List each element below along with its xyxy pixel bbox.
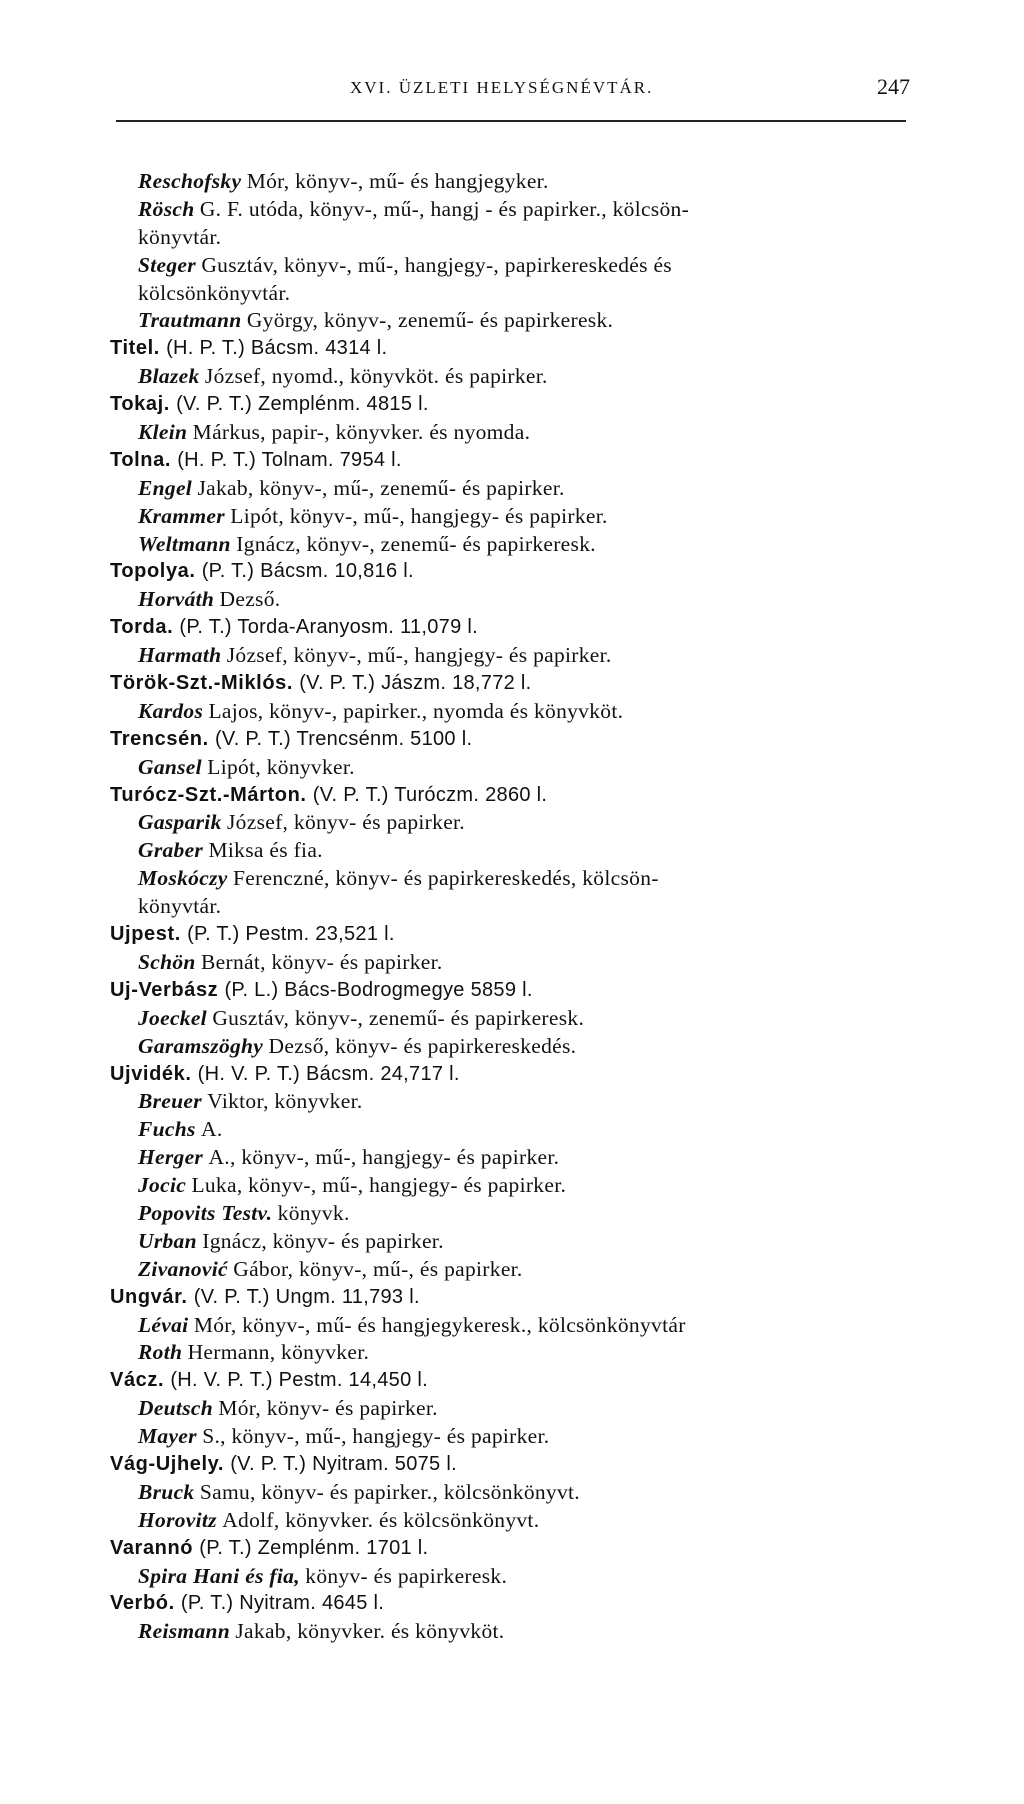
town-details: (V. P. T.) Ungm. 11,793 l.	[193, 1285, 420, 1308]
business-entry	[110, 698, 910, 726]
town-name: Verbó.	[110, 1592, 175, 1615]
town-line	[110, 558, 910, 586]
town-line	[110, 726, 910, 754]
business-name: Klein	[138, 420, 188, 445]
business-entry	[110, 475, 910, 503]
continuation-text: kölcsönkönyvtár.	[138, 280, 291, 305]
town-details: (V. P. T.) Turóczm. 2860 l.	[312, 783, 548, 806]
business-name: Fuchs	[138, 1117, 196, 1142]
business-entry	[110, 949, 910, 977]
business-description: György, könyv-, zenemű- és papirkeresk.	[246, 308, 614, 333]
business-entry	[110, 1228, 910, 1256]
business-name: Popovits Testv.	[138, 1200, 273, 1225]
business-name: Zivanović	[138, 1256, 228, 1281]
entry-continuation	[110, 224, 910, 252]
business-entry	[110, 196, 910, 224]
business-description: Mór, könyv-, mű- és hangjegykeresk., kölcsönkönyvtár	[193, 1312, 686, 1337]
town-details: (V. P. T.) Jászm. 18,772 l.	[299, 672, 532, 695]
town-name: Torda.	[110, 616, 174, 639]
town-details: (P. T.) Torda-Aranyosm. 11,079 l.	[179, 616, 478, 639]
business-entry	[110, 1423, 910, 1451]
business-description: Gábor, könyv-, mű-, és papirker.	[233, 1256, 523, 1281]
business-description: Adolf, könyvker. és kölcsönkönyvt.	[222, 1507, 540, 1532]
business-entry	[110, 1479, 910, 1507]
business-description: S., könyv-, mű-, hangjegy- és papirker.	[202, 1424, 550, 1449]
business-name: Lévai	[138, 1312, 189, 1337]
business-entry	[110, 1144, 910, 1172]
business-name: Moskóczy	[138, 866, 228, 891]
continuation-text: könyvtár.	[138, 224, 222, 249]
business-name: Weltmann	[138, 531, 231, 556]
business-entry	[110, 1618, 910, 1646]
business-entry	[110, 168, 910, 196]
entry-continuation	[110, 893, 910, 921]
business-description: Viktor, könyvker.	[207, 1089, 363, 1114]
town-line	[110, 1284, 910, 1312]
town-details: (P. T.) Pestm. 23,521 l.	[187, 923, 395, 946]
town-details: (P. T.) Zemplénm. 1701 l.	[199, 1536, 429, 1559]
town-line	[110, 335, 910, 363]
town-details: (P. T.) Nyitram. 4645 l.	[180, 1592, 385, 1615]
town-line	[110, 1590, 910, 1618]
business-description: Dezső.	[219, 587, 281, 612]
business-name: Graber	[138, 838, 204, 863]
business-name: Engel	[138, 475, 193, 500]
town-name: Vácz.	[110, 1369, 165, 1392]
business-name: Schön	[138, 949, 196, 974]
business-name: Urban	[138, 1228, 197, 1253]
continuation-text: könyvtár.	[138, 894, 222, 919]
town-details: (P. T.) Bácsm. 10,816 l.	[201, 560, 414, 583]
business-entry	[110, 809, 910, 837]
business-description: könyv- és papirkeresk.	[305, 1563, 508, 1588]
business-name: Gansel	[138, 754, 202, 779]
business-description: Márkus, papir-, könyvker. és nyomda.	[192, 420, 531, 445]
business-name: Krammer	[138, 503, 225, 528]
business-name: Spira Hani és fia,	[138, 1563, 300, 1588]
business-name: Garamszöghy	[138, 1033, 264, 1058]
business-description: Gusztáv, könyv-, mű-, hangjegy-, papirkereskedés és	[201, 252, 672, 277]
town-details: (V. P. T.) Nyitram. 5075 l.	[230, 1452, 457, 1475]
business-entry	[110, 1256, 910, 1284]
business-entry	[110, 363, 910, 391]
business-entry	[110, 1339, 910, 1367]
business-entry	[110, 1395, 910, 1423]
business-entry	[110, 531, 910, 559]
page-header	[120, 66, 910, 106]
business-description: Samu, könyv- és papirker., kölcsönkönyvt.	[199, 1479, 580, 1504]
town-name: Titel.	[110, 337, 160, 360]
business-description: Jakab, könyv-, mű-, zenemű- és papirker.	[197, 475, 565, 500]
business-name: Harmath	[138, 643, 222, 668]
town-details: (H. V. P. T.) Bácsm. 24,717 l.	[197, 1062, 460, 1085]
business-description: Hermann, könyvker.	[187, 1340, 370, 1365]
business-entry	[110, 1005, 910, 1033]
town-details: (H. P. T.) Bácsm. 4314 l.	[166, 337, 388, 360]
town-name: Tokaj.	[110, 393, 170, 416]
business-entry	[110, 1507, 910, 1535]
business-name: Blazek	[138, 364, 200, 389]
business-entry	[110, 503, 910, 531]
business-name: Breuer	[138, 1089, 202, 1114]
header-rule	[116, 120, 906, 122]
running-title: XVI. ÜZLETI HELYSÉGNÉVTÁR.	[350, 78, 654, 97]
town-name: Török-Szt.-Miklós.	[110, 672, 294, 695]
business-name: Reismann	[138, 1619, 231, 1644]
town-line	[110, 1367, 910, 1395]
business-name: Rösch	[138, 196, 195, 221]
business-entry	[110, 307, 910, 335]
business-name: Horváth	[138, 587, 215, 612]
business-entry	[110, 1172, 910, 1200]
town-name: Ungvár.	[110, 1285, 188, 1308]
business-entry	[110, 1088, 910, 1116]
town-line	[110, 391, 910, 419]
town-details: (P. L.) Bács-Bodrogmegye 5859 l.	[224, 978, 533, 1001]
business-description: A.	[201, 1117, 223, 1142]
business-name: Joeckel	[138, 1005, 207, 1030]
business-name: Mayer	[138, 1424, 197, 1449]
town-line	[110, 1451, 910, 1479]
business-name: Reschofsky	[138, 169, 242, 193]
business-name: Steger	[138, 252, 196, 277]
business-entry	[110, 252, 910, 280]
business-name: Horovitz	[138, 1507, 217, 1532]
business-name: Herger	[138, 1145, 204, 1170]
business-name: Kardos	[138, 698, 204, 723]
business-entry	[110, 642, 910, 670]
business-name: Bruck	[138, 1479, 195, 1504]
business-description: Mór, könyv-, mű- és hangjegyker.	[246, 169, 549, 193]
town-line	[110, 447, 910, 475]
business-name: Deutsch	[138, 1396, 213, 1421]
business-description: Bernát, könyv- és papirker.	[201, 949, 443, 974]
town-line	[110, 614, 910, 642]
business-description: Ferenczné, könyv- és papirkereskedés, kölcsön-	[232, 866, 659, 891]
business-entry	[110, 754, 910, 782]
business-entry	[110, 865, 910, 893]
business-description: Lajos, könyv-, papirker., nyomda és könyvköt.	[208, 698, 624, 723]
business-description: Dezső, könyv- és papirkereskedés.	[268, 1033, 577, 1058]
town-name: Trencsén.	[110, 727, 209, 750]
business-description: Ignácz, könyv-, zenemű- és papirkeresk.	[236, 531, 596, 556]
business-description: Mór, könyv- és papirker.	[218, 1396, 438, 1421]
town-name: Turócz-Szt.-Márton.	[110, 783, 307, 806]
town-name: Ujvidék.	[110, 1062, 192, 1085]
entry-continuation	[110, 280, 910, 308]
business-description: Lipót, könyvker.	[207, 754, 355, 779]
business-description: József, könyv- és papirker.	[227, 810, 465, 835]
town-name: Vág-Ujhely.	[110, 1452, 225, 1475]
business-entry	[110, 586, 910, 614]
business-entry	[110, 1563, 910, 1591]
business-description: József, nyomd., könyvköt. és papirker.	[204, 364, 548, 389]
business-description: Gusztáv, könyv-, zenemű- és papirkeresk.	[212, 1005, 585, 1030]
town-line	[110, 782, 910, 810]
business-name: Jocic	[138, 1173, 187, 1198]
business-description: Lipót, könyv-, mű-, hangjegy- és papirker.	[230, 503, 608, 528]
business-entry	[110, 1200, 910, 1228]
page-number: 247	[877, 74, 910, 99]
town-line	[110, 670, 910, 698]
town-name: Uj-Verbász	[110, 978, 219, 1001]
business-entry	[110, 1033, 910, 1061]
business-description: József, könyv-, mű-, hangjegy- és papirker.	[226, 643, 612, 668]
town-name: Topolya.	[110, 560, 196, 583]
business-entry	[110, 837, 910, 865]
business-entry	[110, 1312, 910, 1340]
business-description: G. F. utóda, könyv-, mű-, hangj - és papirker., kölcsön-	[199, 196, 690, 221]
business-name: Gasparik	[138, 810, 222, 835]
business-name: Trautmann	[138, 308, 242, 333]
business-description: Jakab, könyvker. és könyvköt.	[235, 1619, 505, 1644]
town-name: Tolna.	[110, 448, 172, 471]
town-details: (H. P. T.) Tolnam. 7954 l.	[177, 448, 402, 471]
business-description: Ignácz, könyv- és papirker.	[202, 1228, 444, 1253]
directory-entries	[110, 168, 910, 1646]
business-entry	[110, 419, 910, 447]
town-details: (V. P. T.) Trencsénm. 5100 l.	[214, 727, 473, 750]
town-details: (V. P. T.) Zemplénm. 4815 l.	[176, 393, 429, 416]
business-description: Luka, könyv-, mű-, hangjegy- és papirker.	[191, 1173, 567, 1198]
town-line	[110, 1535, 910, 1563]
town-line	[110, 977, 910, 1005]
business-description: Miksa és fia.	[208, 838, 323, 863]
town-name: Varannó	[110, 1536, 194, 1559]
business-name: Roth	[138, 1340, 183, 1365]
business-description: A., könyv-, mű-, hangjegy- és papirker.	[208, 1145, 560, 1170]
town-name: Ujpest.	[110, 923, 181, 946]
business-description: könyvk.	[277, 1200, 350, 1225]
town-line	[110, 921, 910, 949]
business-entry	[110, 1116, 910, 1144]
town-line	[110, 1061, 910, 1089]
town-details: (H. V. P. T.) Pestm. 14,450 l.	[170, 1369, 428, 1392]
